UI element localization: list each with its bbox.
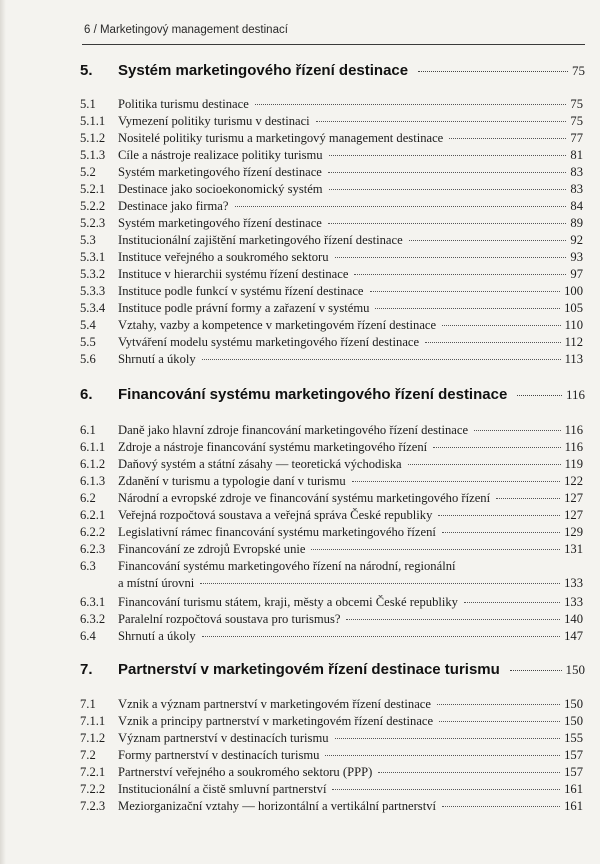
toc-entry [80,457,583,471]
dot-leader [464,600,560,603]
section-title: Instituce veřejného a soukromého sektoru [118,250,329,264]
section-number: 6.4 [80,629,96,643]
page-number: 105 [564,301,583,315]
section-number: 5.1.2 [80,131,106,145]
section-title: Daňový systém a státní zásahy — teoretická východiska [118,457,402,471]
section-title: Shrnutí a úkoly [118,629,196,643]
section-title: Daně jako hlavní zdroje financování marketingového řízení destinace [118,423,469,437]
toc-entry [80,267,583,281]
toc-entry [80,595,583,609]
section-number: 7.1.1 [80,714,106,728]
section-number: 6.3.1 [80,595,106,609]
section-title: Veřejná rozpočtová soustava a veřejná správa České republiky [118,508,433,522]
page-number: 147 [564,629,583,643]
page-number: 161 [564,799,583,813]
section-title: Meziorganizační vztahy — horizontální a vertikální partnerství [118,799,436,813]
dot-leader [433,445,560,448]
section-title: Instituce podle právní formy a zařazení v systému [118,301,370,315]
section-title: Politika turismu destinace [118,97,249,111]
page-number: 112 [564,335,583,349]
section-number: 7.1.2 [80,731,106,745]
dot-leader [425,340,560,343]
page-number: 129 [564,525,583,539]
dot-leader [449,136,566,139]
page-edge-shadow [0,0,6,864]
chapter-number: 6. [80,386,93,403]
dot-leader [496,496,560,499]
chapter-heading [80,386,585,403]
section-title: Financování ze zdrojů Evropské unie [118,542,306,556]
page-number: 116 [564,440,583,454]
section-title: Formy partnerství v destinacích turismu [118,748,320,762]
section-number: 5.3.1 [80,250,106,264]
chapter-title: Financování systému marketingového řízení destinace [118,386,508,403]
page-number: 133 [564,595,583,609]
page-number: 100 [564,284,583,298]
section-title: Vztahy, vazby a kompetence v marketingovém řízení destinace [118,318,437,332]
page-number: 161 [564,782,583,796]
page-number: 83 [570,182,583,196]
dot-leader [332,787,560,790]
section-title: Vymezení politiky turismu v destinaci [118,114,310,128]
toc-entry [80,335,583,349]
section-number: 6.1.1 [80,440,106,454]
section-title: Systém marketingového řízení destinace [118,216,322,230]
section-number: 6.1.3 [80,474,106,488]
section-title: Význam partnerství v destinacích turismu [118,731,329,745]
toc-entry [80,474,583,488]
page-number: 89 [570,216,583,230]
section-title: Vytváření modelu systému marketingového řízení destinace [118,335,420,349]
page-number: 127 [564,508,583,522]
dot-leader [346,617,560,620]
section-title: Vznik a význam partnerství v marketingovém řízení destinace [118,697,431,711]
section-number: 6.1 [80,423,96,437]
page-number: 75 [570,97,583,111]
toc-entry [80,629,583,643]
section-number: 5.3 [80,233,96,247]
page-number: 133 [564,576,583,590]
section-title: Destinace jako socioekonomický systém [118,182,323,196]
dot-leader [316,119,567,122]
page-number: 81 [570,148,583,162]
section-title: Destinace jako firma? [118,199,229,213]
chapter-title: Partnerství v marketingovém řízení destinace turismu [118,661,500,678]
dot-leader [352,479,560,482]
toc-entry [80,114,583,128]
dot-leader [438,513,560,516]
section-title: Nositelé politiky turismu a marketingový management destinace [118,131,444,145]
section-title: Financování systému marketingového řízení na národní, regionální [118,559,456,573]
toc-entry [80,301,583,315]
toc-entry [80,714,583,728]
page-number: 127 [564,491,583,505]
section-title: Národní a evropské zdroje ve financování systému marketingového řízení [118,491,491,505]
section-title: Institucionální a čistě smluvní partnerství [118,782,327,796]
section-number: 5.4 [80,318,96,332]
section-number: 6.2.3 [80,542,106,556]
section-number: 5.1 [80,97,96,111]
toc-entry [80,284,583,298]
dot-leader [442,530,560,533]
toc-entry [80,491,583,505]
chapter-heading [80,62,585,79]
section-number: 6.1.2 [80,457,106,471]
toc-entry [80,182,583,196]
chapter-heading [80,661,585,678]
section-number: 7.2.3 [80,799,106,813]
page-number: 83 [570,165,583,179]
page-number: 150 [564,714,583,728]
chapter-title: Systém marketingového řízení destinace [118,62,409,79]
page-number: 75 [570,114,583,128]
dot-leader [255,102,567,105]
toc-entry [80,508,583,522]
section-number: 7.2.2 [80,782,106,796]
dot-leader [442,323,560,326]
section-number: 5.5 [80,335,96,349]
dot-leader [235,204,567,207]
dot-leader [311,547,560,550]
section-number: 5.1.1 [80,114,106,128]
toc-entry [80,423,583,437]
page-number: 157 [564,765,583,779]
toc-entry [80,199,583,213]
toc-entry [80,233,583,247]
section-number: 5.3.2 [80,267,106,281]
section-title: Institucionální zajištění marketingového řízení destinace [118,233,403,247]
dot-leader [329,153,567,156]
toc-entry [80,216,583,230]
section-title-continuation: a místní úrovni [118,576,195,590]
dot-leader [517,393,562,396]
toc-entry [80,612,583,626]
page-number: 116 [564,423,583,437]
dot-leader [378,770,560,773]
section-title: Systém marketingového řízení destinace [118,165,322,179]
section-title: Legislativní rámec financování systému marketingového řízení [118,525,436,539]
page-number: 150 [564,697,583,711]
page-number: 92 [570,233,583,247]
page-number: 150 [565,662,585,677]
toc-entry [80,250,583,264]
dot-leader [329,187,567,190]
dot-leader [335,736,561,739]
section-number: 7.2 [80,748,96,762]
page-number: 119 [564,457,583,471]
dot-leader [335,255,567,258]
chapter-number: 7. [80,661,93,678]
page-number: 113 [564,352,583,366]
page-number: 116 [565,387,585,402]
page-number: 157 [564,748,583,762]
dot-leader [442,804,560,807]
toc-entry [80,559,583,573]
section-title: Paralelní rozpočtová soustava pro turismus? [118,612,341,626]
page-number: 77 [570,131,583,145]
dot-leader [200,581,560,584]
dot-leader [354,272,566,275]
section-number: 5.3.4 [80,301,106,315]
dot-leader [202,357,561,360]
section-title: Instituce podle funkcí v systému řízení destinace [118,284,364,298]
dot-leader [408,462,561,465]
dot-leader [325,753,560,756]
page-number: 75 [572,63,585,78]
section-title: Zdanění v turismu a typologie daní v turismu [118,474,346,488]
header-rule [82,44,585,45]
section-number: 5.2.1 [80,182,106,196]
dot-leader [328,221,567,224]
section-number: 7.1 [80,697,96,711]
section-title: Shrnutí a úkoly [118,352,196,366]
section-number: 7.2.1 [80,765,106,779]
section-title: Cíle a nástroje realizace politiky turismu [118,148,323,162]
section-number: 5.2.3 [80,216,106,230]
toc-entry [80,352,583,366]
section-title: Instituce v hierarchii systému řízení destinace [118,267,349,281]
section-number: 6.3 [80,559,96,573]
section-title: Financování turismu státem, kraji, městy a obcemi České republiky [118,595,458,609]
dot-leader [202,634,560,637]
section-number: 5.2.2 [80,199,106,213]
toc-entry [80,525,583,539]
toc-entry [80,748,583,762]
dot-leader [375,306,560,309]
toc-entry [80,440,583,454]
section-title: Partnerství veřejného a soukromého sektoru (PPP) [118,765,373,779]
section-number: 6.2.2 [80,525,106,539]
section-number: 5.6 [80,352,96,366]
toc-entry [80,731,583,745]
dot-leader [474,428,561,431]
toc-entry [80,97,583,111]
dot-leader [510,668,562,671]
running-header: 6 / Marketingový management destinací [84,24,288,36]
toc-entry [80,165,583,179]
page-number: 131 [564,542,583,556]
section-number: 6.2 [80,491,96,505]
section-title: Zdroje a nástroje financování systému marketingového řízení [118,440,428,454]
toc-entry-continuation [118,576,583,590]
page-number: 93 [570,250,583,264]
toc-entry [80,148,583,162]
page-number: 155 [564,731,583,745]
section-number: 6.3.2 [80,612,106,626]
section-number: 6.2.1 [80,508,106,522]
section-number: 5.1.3 [80,148,106,162]
dot-leader [370,289,561,292]
dot-leader [418,69,568,72]
dot-leader [437,702,560,705]
toc-entry [80,799,583,813]
toc-entry [80,318,583,332]
page-number: 110 [564,318,583,332]
dot-leader [439,719,560,722]
dot-leader [328,170,567,173]
section-number: 5.2 [80,165,96,179]
page-number: 140 [564,612,583,626]
toc-entry [80,131,583,145]
page-number: 122 [564,474,583,488]
toc-entry [80,697,583,711]
page-number: 97 [570,267,583,281]
section-title: Vznik a principy partnerství v marketingovém řízení destinace [118,714,434,728]
chapter-number: 5. [80,62,93,79]
section-number: 5.3.3 [80,284,106,298]
dot-leader [409,238,567,241]
toc-entry [80,542,583,556]
toc-entry [80,782,583,796]
toc-entry [80,765,583,779]
page-number: 84 [570,199,583,213]
